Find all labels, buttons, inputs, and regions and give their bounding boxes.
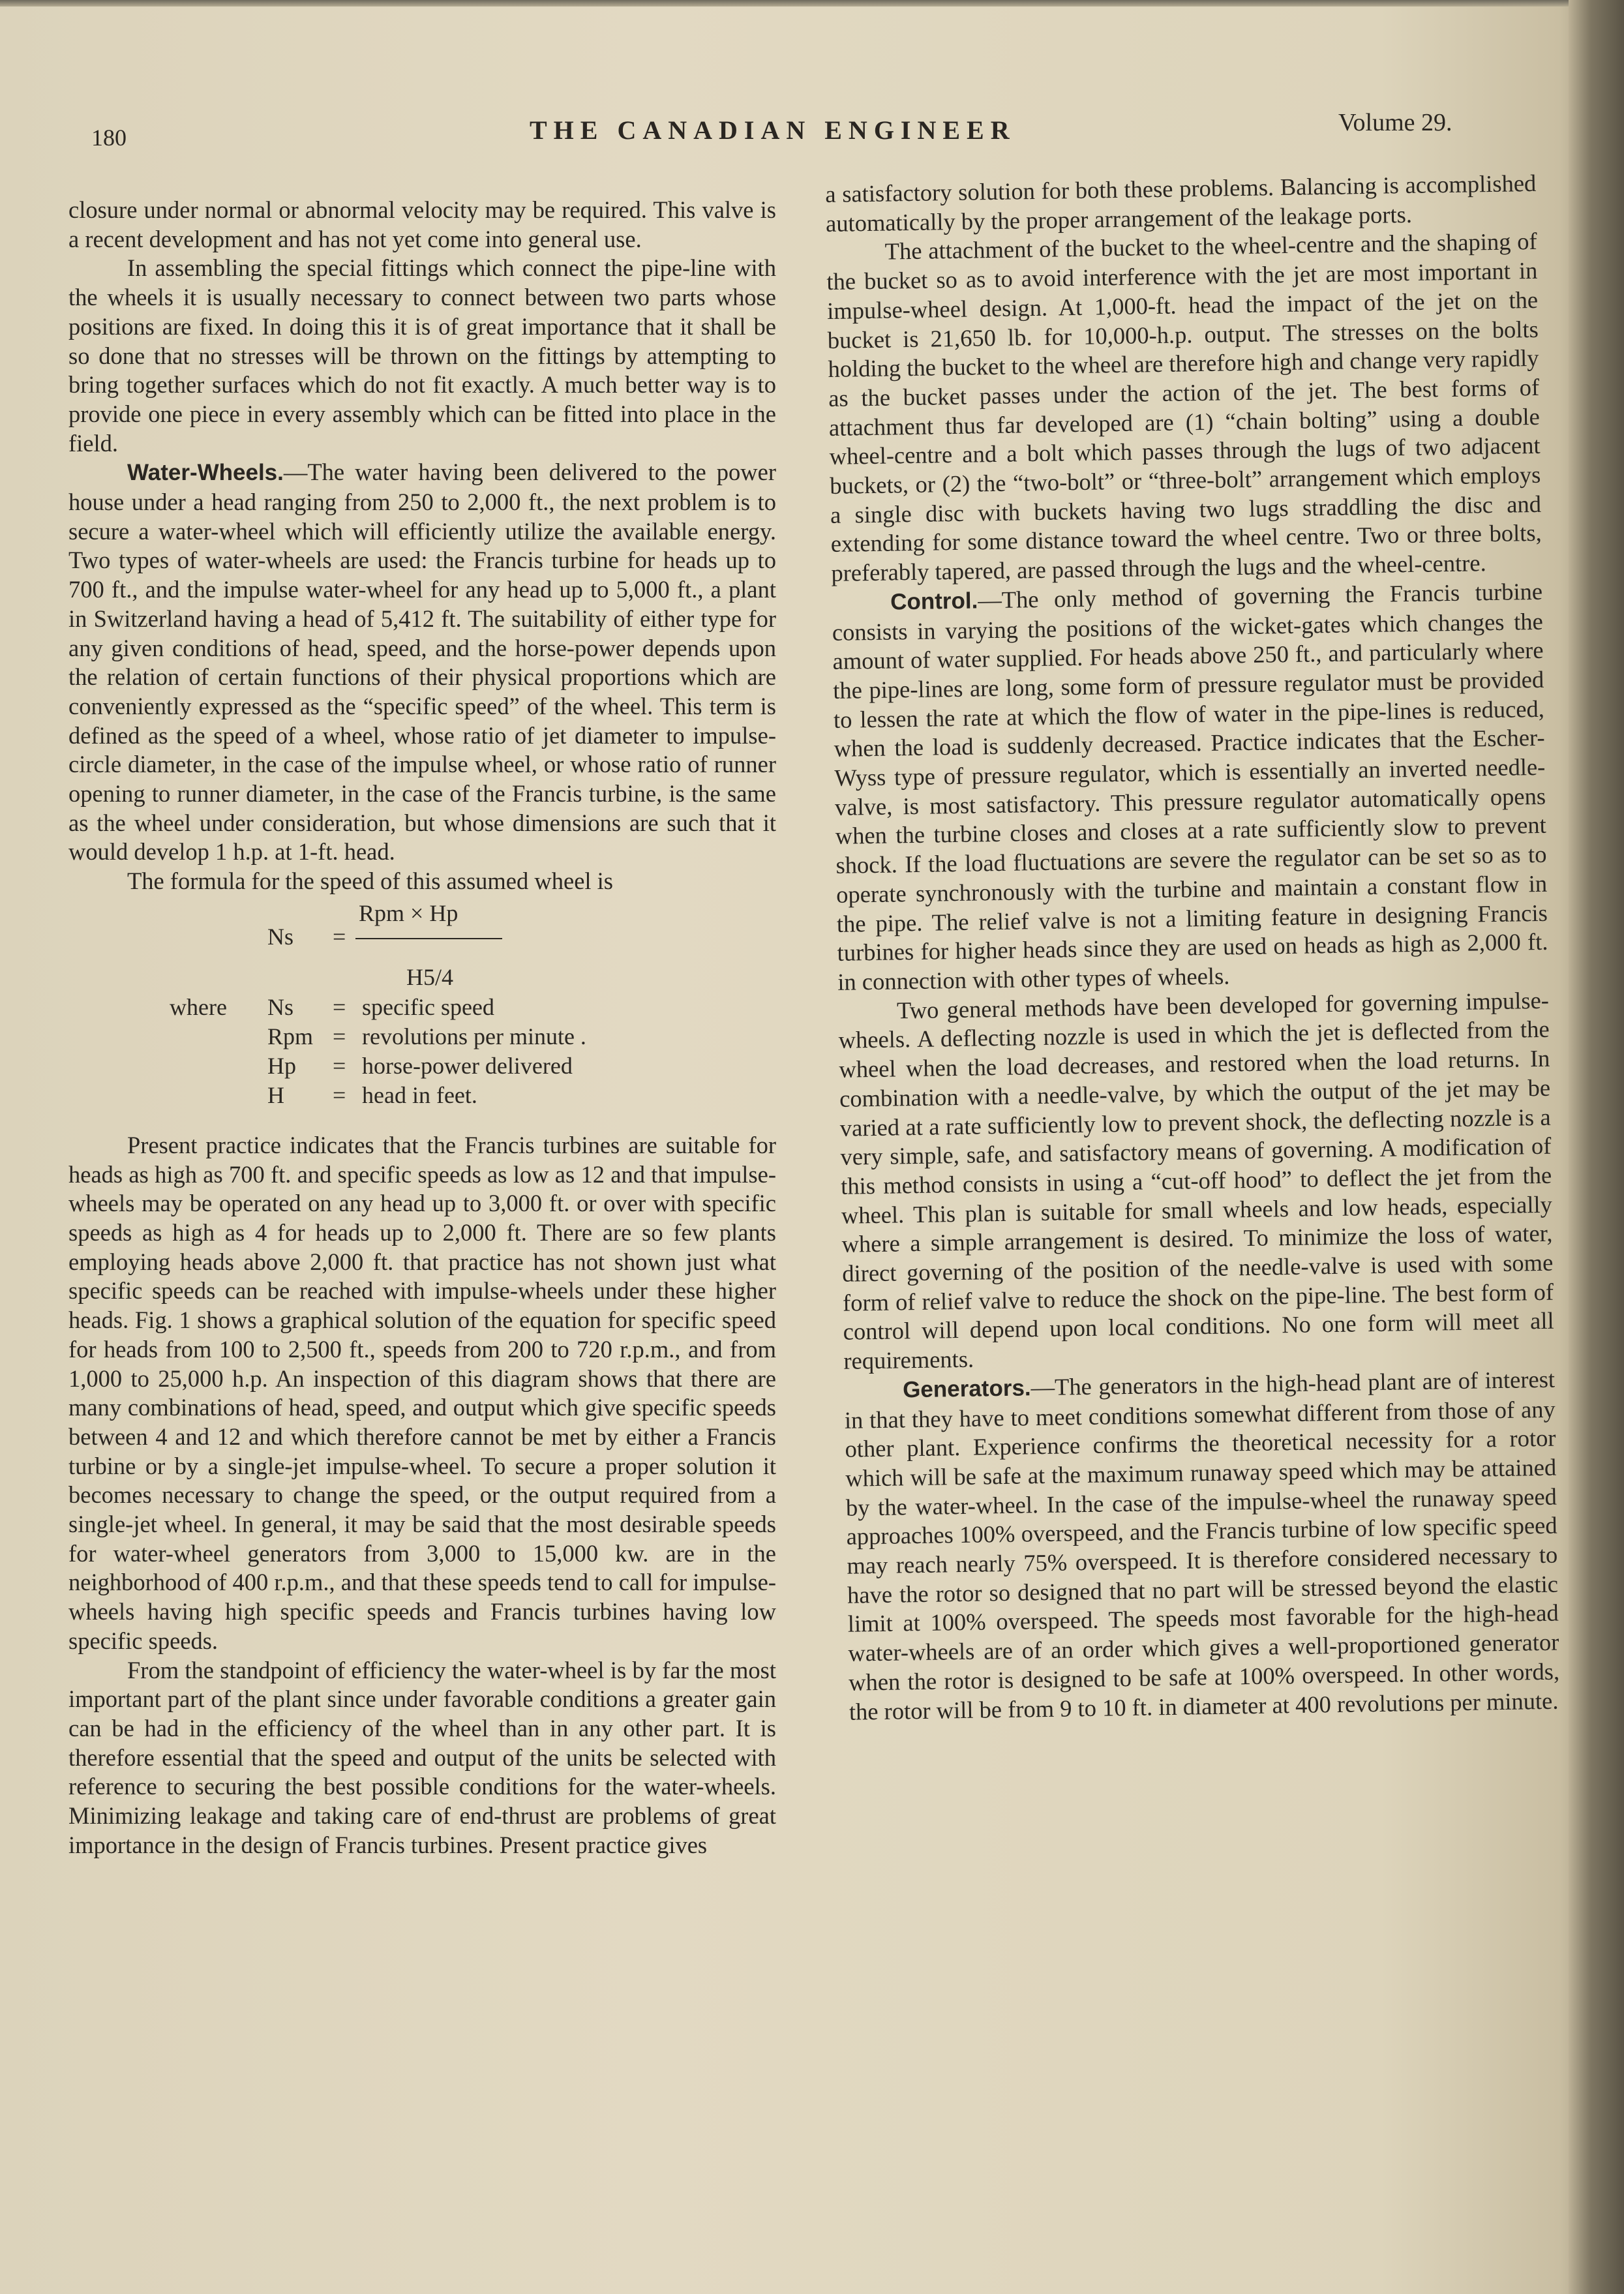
- paragraph: closure under normal or abnormal velocity may be required. This valve is a recent development and has not yet come into general use.: [68, 196, 776, 252]
- left-column: [68, 196, 776, 1860]
- def-equals: =: [333, 1052, 346, 1079]
- specific-speed-formula: [68, 896, 776, 1131]
- def-text: revolutions per minute .: [362, 1023, 586, 1049]
- page-top-edge: [0, 0, 1624, 7]
- paragraph: The formula for the speed of this assumed wheel is: [127, 868, 614, 895]
- section-heading-control: Control.: [890, 588, 978, 615]
- paragraph-text: —The generators in the high-head plant are of interest in that they have to meet conditions somewhat different from those of any other plant. Experience confirms the theoretical necessity for a rotor which will be safe at the maximum runaway speed which may be attained by the water-wheel. In the case of the impulse-wheel the runaway speed approaches 100% overspeed, and the Francis turbine of low specific speed may reach nearly 75% overspeed. It is therefore considered necessary to have the rotor so designed that no part will be stressed beyond the elastic limit at 100% overspeed. The speeds most favorable for the high-head water-wheels are of an order which gives a well-proportioned generator when the rotor is designed to be safe at 100% overspeed. In other words, the rotor will be from 9 to 10 ft. in diameter at 400 revolutions per minute.: [844, 1365, 1560, 1725]
- page-number: 180: [91, 125, 127, 151]
- paragraph-text: —The only method of governing the Francis turbine consists in varying the positions of the wicket-gates which changes the amount of water supplied. For heads above 250 ft., and particularly where the pipe-lines are long, some form of pressure regulator must be provided to lessen the rate at which the flow of water in the pipe-lines is reduced, when the load is suddenly decreased. Practice indicates that the Escher-Wyss type of pressure regulator, which is essentially an inverted needle-valve, is most satisfactory. This pressure regulator automatically opens when the turbine closes and closes at a rate sufficiently slow to prevent shock. If the load fluctuations are severe the regulator can be set so as to operate synchronously with the turbine and maintain a constant flow in the pipe. The relief valve is not a limiting feature in designing Francis turbines for higher heads since they are used on heads as high as 2,000 ft. in connection with other types of wheels.: [832, 577, 1548, 995]
- binding-edge-shadow: [1569, 0, 1624, 2294]
- def-symbol: Ns: [267, 993, 294, 1020]
- def-text: horse-power delivered: [362, 1052, 573, 1079]
- paragraph: Two general methods have been developed for governing impulse-wheels. A deflecting nozzle is used in which the jet is deflected from the wheel when the load decreases, and restored when the load returns. In combination with a needle-valve, by which the output of the jet may be varied at a rate sufficiently low to prevent shock, the deflecting nozzle is a very simple, safe, and satisfactory means of governing. A modification of this method consists in using a “cut-off hood” to deflect the jet from the wheel. This plan is suitable for small wheels and low heads, especially where a simple arrangement is desired. To minimize the loss of water, direct governing of the position of the needle-valve is used with some form of relief valve to reduce the shock on the pipe-line. The best form of control will depend upon local conditions. No one form will meet all requirements.: [838, 986, 1554, 1374]
- def-symbol: H: [267, 1081, 284, 1108]
- volume-label: Volume 29.: [1338, 109, 1452, 136]
- journal-title: THE CANADIAN ENGINEER: [530, 115, 1016, 145]
- formula-denominator: H5/4: [406, 963, 453, 990]
- def-equals: =: [333, 1081, 346, 1108]
- def-equals: =: [333, 993, 346, 1020]
- def-symbol: Hp: [267, 1052, 296, 1079]
- fraction-bar: [355, 938, 502, 939]
- paragraph-generators: [844, 1365, 1560, 1726]
- formula-numerator: Rpm × Hp: [359, 899, 459, 926]
- formula-where: where: [170, 993, 227, 1020]
- formula-lhs: Ns: [267, 923, 294, 950]
- paragraph: From the standpoint of efficiency the water-wheel is by far the most important part of the plant since under favorable conditions a greater gain can be had in the efficiency of the wheel than in any other part. It is therefore essential that the speed and output of the units be selected with reference to securing the best possible conditions for the water-wheels. Minimizing leakage and taking care of end-thrust are problems of great importance in the design of Francis turbines. Present practice gives: [68, 1656, 776, 1858]
- paragraph: a satisfactory solution for both these problems. Balancing is accomplished automatically by the proper arrangement of the leakage ports.: [825, 169, 1537, 237]
- def-text: head in feet.: [362, 1081, 477, 1108]
- formula-equals: =: [333, 923, 346, 950]
- def-text: specific speed: [362, 993, 494, 1020]
- section-heading-water-wheels: Water-Wheels.: [127, 460, 284, 486]
- def-symbol: Rpm: [267, 1023, 314, 1049]
- paragraph-text: —The water having been delivered to the power house under a head ranging from 250 to 2,000 ft., the next problem is to secure a water-wheel which will efficiently utilize the available energy. Two types of water-wheels are used: the Francis turbine for heads up to 700 ft., and the impulse water-wheel for any head up to 5,000 ft., a plant in Switzerland having a head of 5,412 ft. The suitability of either type for any given conditions of head, speed, and the horse-power depends upon the relation of certain functions of their physical proportions which are conveniently expressed as the “specific speed” of the wheel. This term is defined as the speed of a wheel, whose ratio of jet diameter to impulse-circle diameter, in the case of the impulse wheel, or whose ratio of runner opening to runner diameter, in the case of the Francis turbine, is the same as the wheel under consideration, but whose dimensions are such that it would develop 1 h.p. at 1-ft. head.: [68, 459, 776, 866]
- paragraph: In assembling the special fittings which connect the pipe-line with the wheels it is usually necessary to connect between two parts whose positions are fixed. In doing this it is of great importance that it shall be so done that no stresses will be thrown on the fittings by attempting to bring together surfaces which do not fit exactly. A much better way is to provide one piece in every assembly which can be fitted into place in the field.: [68, 254, 776, 457]
- def-equals: =: [333, 1023, 346, 1049]
- paragraph: Present practice indicates that the Francis turbines are suitable for heads as high as 700 ft. and specific speeds as low as 12 and that impulse-wheels may be operated on any head up to 3,000 ft. or over with specific speeds as high as 4 for heads up to 2,000 ft. There are so few plants employing heads above 2,000 ft. that practice has not shown just what specific speeds can be reached with impulse-wheels under these higher heads. Fig. 1 shows a graphical solution of the equation for specific speed for heads from 100 to 2,500 ft., speeds from 200 to 720 r.p.m., and from 1,000 to 25,000 h.p. An inspection of this diagram shows that there are many combinations of head, speed, and output which give specific speeds between 4 and 12 and which therefore cannot be met by either a Francis turbine or by a single-jet impulse-wheel. To secure a proper solution it becomes necessary to change the speed, or the output required from a single-jet wheel. In general, it may be said that the most desirable speeds for water-wheel generators from 3,000 to 15,000 kw. are in the neighborhood of 400 r.p.m., and that these speeds tend to call for impulse-wheels having high specific speeds and Francis turbines having low specific speeds.: [68, 1131, 776, 1654]
- paragraph-control: [832, 577, 1549, 997]
- paragraph: The attachment of the bucket to the wheel-centre and the shaping of the bucket so as to avoid interference with the jet are most important in impulse-wheel design. At 1,000-ft. head the impact of the jet on the bucket is 21,650 lb. for 10,000-h.p. output. The stresses on the bolts holding the bucket to the wheel are therefore high and change very rapidly as the bucket passes under the action of the jet. The best forms of attachment thus far developed are (1) “chain bolting” using a double wheel-centre and a bolt which passes through the lugs of two adjacent buckets, or (2) the “two-bolt” or “three-bolt” arrangement which employs a single disc with buckets having two lugs straddling the disc and extending for some distance toward the wheel centre. Two or three bolts, preferably tapered, are passed through the lugs and the wheel-centre.: [826, 228, 1542, 587]
- right-column: [825, 169, 1560, 1727]
- section-heading-generators: Generators.: [902, 1375, 1031, 1403]
- paragraph-water-wheels: [68, 458, 776, 867]
